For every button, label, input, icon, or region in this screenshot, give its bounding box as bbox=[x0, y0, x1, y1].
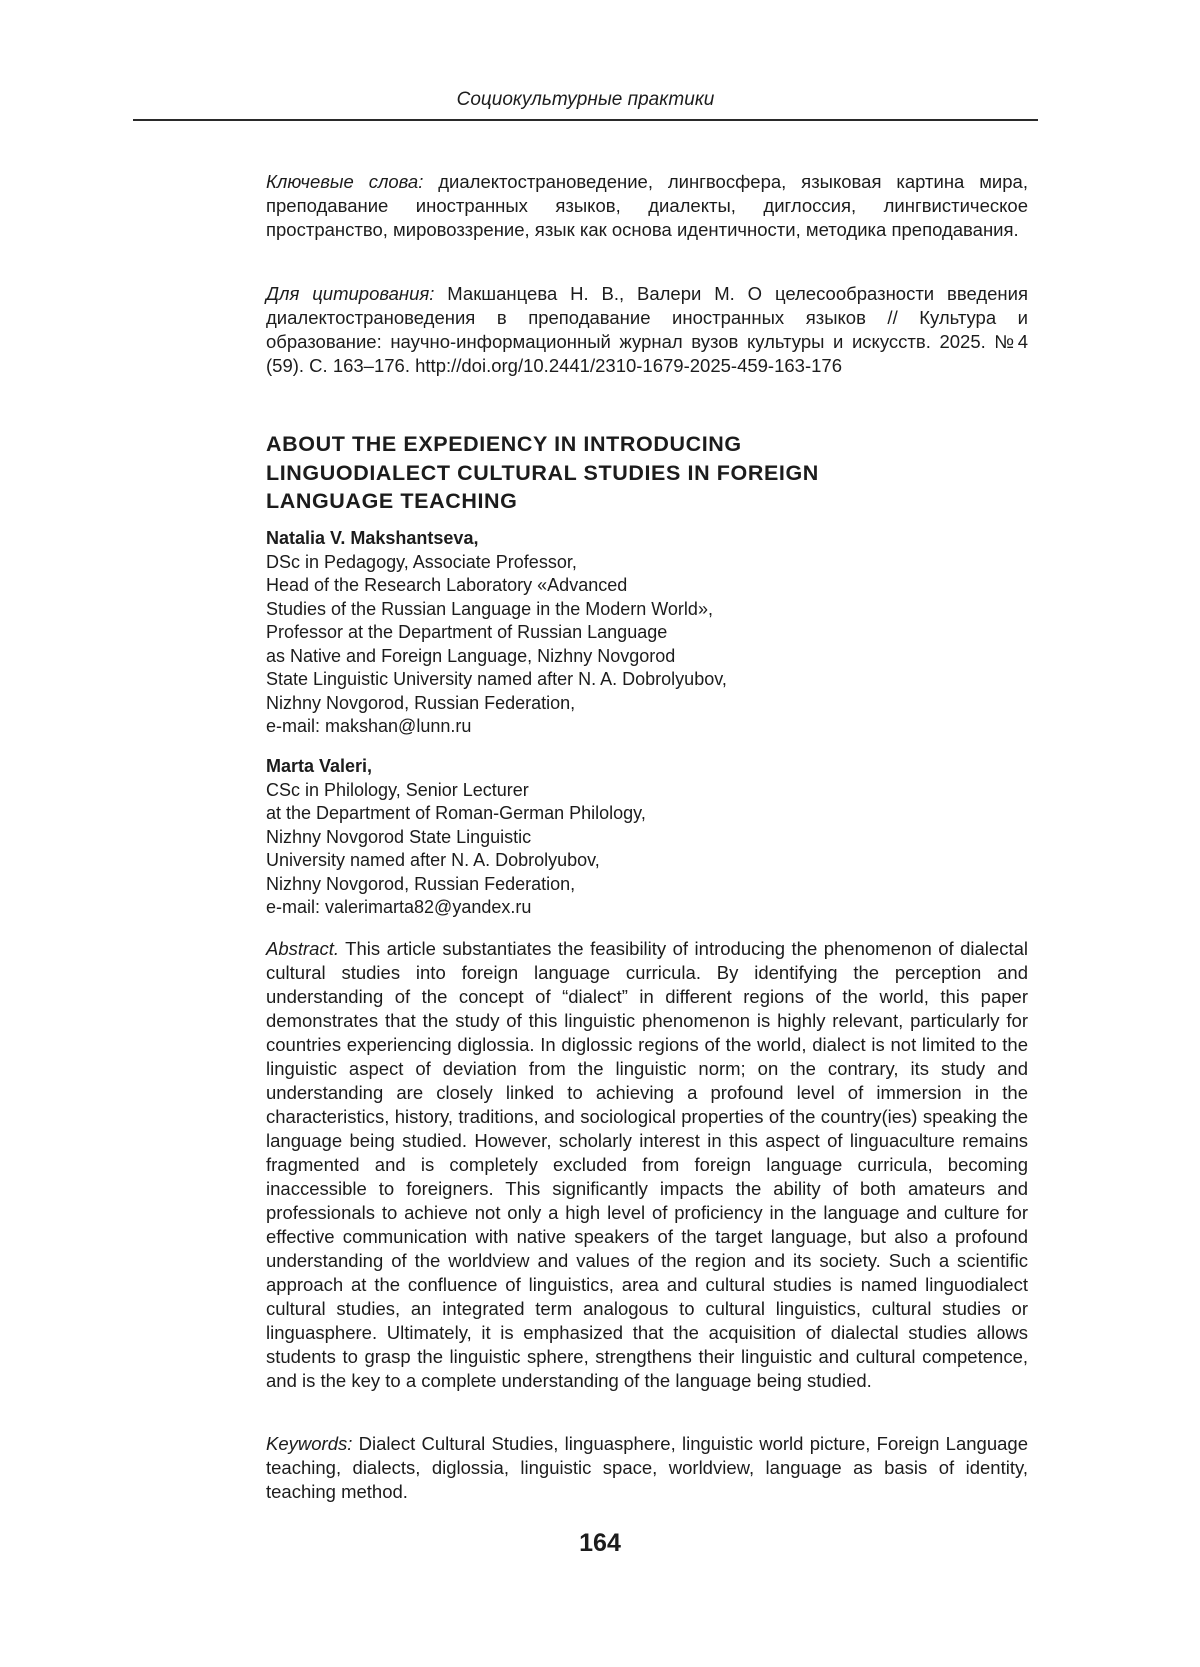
article-title bbox=[266, 430, 1028, 516]
author-name: Marta Valeri, bbox=[266, 756, 373, 776]
header-rule bbox=[133, 119, 1038, 121]
author-affiliation-line: at the Department of Roman-German Philology, bbox=[266, 803, 646, 823]
author-email: e-mail: valerimarta82@yandex.ru bbox=[266, 897, 532, 917]
author-affiliation-line: Professor at the Department of Russian Language bbox=[266, 622, 668, 642]
english-keywords-block bbox=[266, 1432, 1028, 1504]
english-keywords-label: Keywords: bbox=[266, 1433, 353, 1454]
author-affiliation-line: University named after N. A. Dobrolyubov, bbox=[266, 850, 600, 870]
author-2 bbox=[266, 755, 1028, 920]
article-title-line: LINGUODIALECT CULTURAL STUDIES IN FOREIGN bbox=[266, 460, 819, 485]
russian-citation-block bbox=[266, 282, 1028, 378]
abstract bbox=[266, 937, 1028, 1393]
author-affiliation-line: DSc in Pedagogy, Associate Professor, bbox=[266, 551, 577, 572]
russian-citation bbox=[266, 282, 1028, 378]
russian-citation-label: Для цитирования: bbox=[266, 283, 435, 304]
author-affiliation-line: Head of the Research Laboratory «Advanced bbox=[266, 575, 628, 595]
english-keywords-text: Dialect Cultural Studies, linguasphere, linguistic world picture, Foreign Language teaching, dialects, diglossia, linguistic space, worldview, language as basis of identity, teaching method. bbox=[266, 1433, 1028, 1502]
russian-keywords bbox=[266, 170, 1028, 242]
russian-keywords-block bbox=[266, 170, 1028, 242]
author-email: e-mail: makshan@lunn.ru bbox=[266, 716, 472, 736]
abstract-label: Abstract. bbox=[266, 938, 339, 959]
article-title-line: LANGUAGE TEACHING bbox=[266, 489, 518, 513]
author-affiliation-line: Nizhny Novgorod State Linguistic bbox=[266, 826, 532, 847]
author-1 bbox=[266, 527, 1028, 739]
author-affiliation-line: Studies of the Russian Language in the Modern World», bbox=[266, 598, 713, 619]
author-affiliation-line: as Native and Foreign Language, Nizhny Novgorod bbox=[266, 645, 676, 666]
english-keywords bbox=[266, 1432, 1028, 1504]
abstract-block bbox=[266, 937, 1028, 1393]
running-title: Социокультурные практики bbox=[456, 89, 715, 110]
author-affiliation-line: Nizhny Novgorod, Russian Federation, bbox=[266, 873, 576, 894]
author-name: Natalia V. Makshantseva, bbox=[266, 528, 479, 548]
russian-keywords-label: Ключевые слова: bbox=[266, 171, 424, 192]
author-affiliation-line: CSc in Philology, Senior Lecturer bbox=[266, 779, 529, 800]
page-number: 164 bbox=[579, 1529, 621, 1557]
russian-citation-text: Макшанцева Н. В., Валери М. О целесообразности введения диалектострановедения в преподавание иностранных языков // Культура и образование: научно-информационный журнал вузов культуры и искусств. 2025. №4 (59). С. 163–176. http://doi.org/10.2441/2310-1679-2025-459-163-176 bbox=[266, 283, 1029, 376]
russian-keywords-text: диалектострановедение, лингвосфера, языковая картина мира, преподавание иностранных языков, диалекты, диглоссия, лингвистическое пространство, мировоззрение, язык как основа идентичности, методика преподавания. bbox=[266, 171, 1028, 240]
abstract-text: This article substantiates the feasibility of introducing the phenomenon of dialectal cultural studies into foreign language curricula. By identifying the perception and understanding of the concept of “dialect” in different regions of the world, this paper demonstrates that the study of this linguistic phenomenon is highly relevant, particularly for countries experiencing diglossia. In diglossic regions of the world, dialect is not limited to the linguistic aspect of deviation from the linguistic norm; on the contrary, its study and understanding are closely linked to achieving a profound level of immersion in the characteristics, history, traditions, and sociological properties of the country(ies) speaking the language being studied. However, scholarly interest in this aspect of linguaculture remains fragmented and is completely excluded from foreign language curricula, becoming inaccessible to foreigners. This significantly impacts the ability of both amateurs and professionals to achieve not only a high level of proficiency in the language and culture for effective communication with native speakers of the target language, but also a profound understanding of the worldview and values of the region and its society. Such a scientific approach at the confluence of linguistics, area and cultural studies is named linguodialect cultural studies, an integrated term analogous to cultural linguistics, cultural studies or linguasphere. Ultimately, it is emphasized that the acquisition of dialectal studies allows students to grasp the linguistic sphere, strengthens their linguistic and cultural competence, and is the key to a complete understanding of the language being studied. bbox=[266, 938, 1028, 1391]
author-affiliation-line: State Linguistic University named after N. A. Dobrolyubov, bbox=[266, 669, 727, 689]
article-title-line: ABOUT THE EXPEDIENCY IN INTRODUCING bbox=[266, 432, 742, 456]
author-affiliation-line: Nizhny Novgorod, Russian Federation, bbox=[266, 692, 576, 713]
